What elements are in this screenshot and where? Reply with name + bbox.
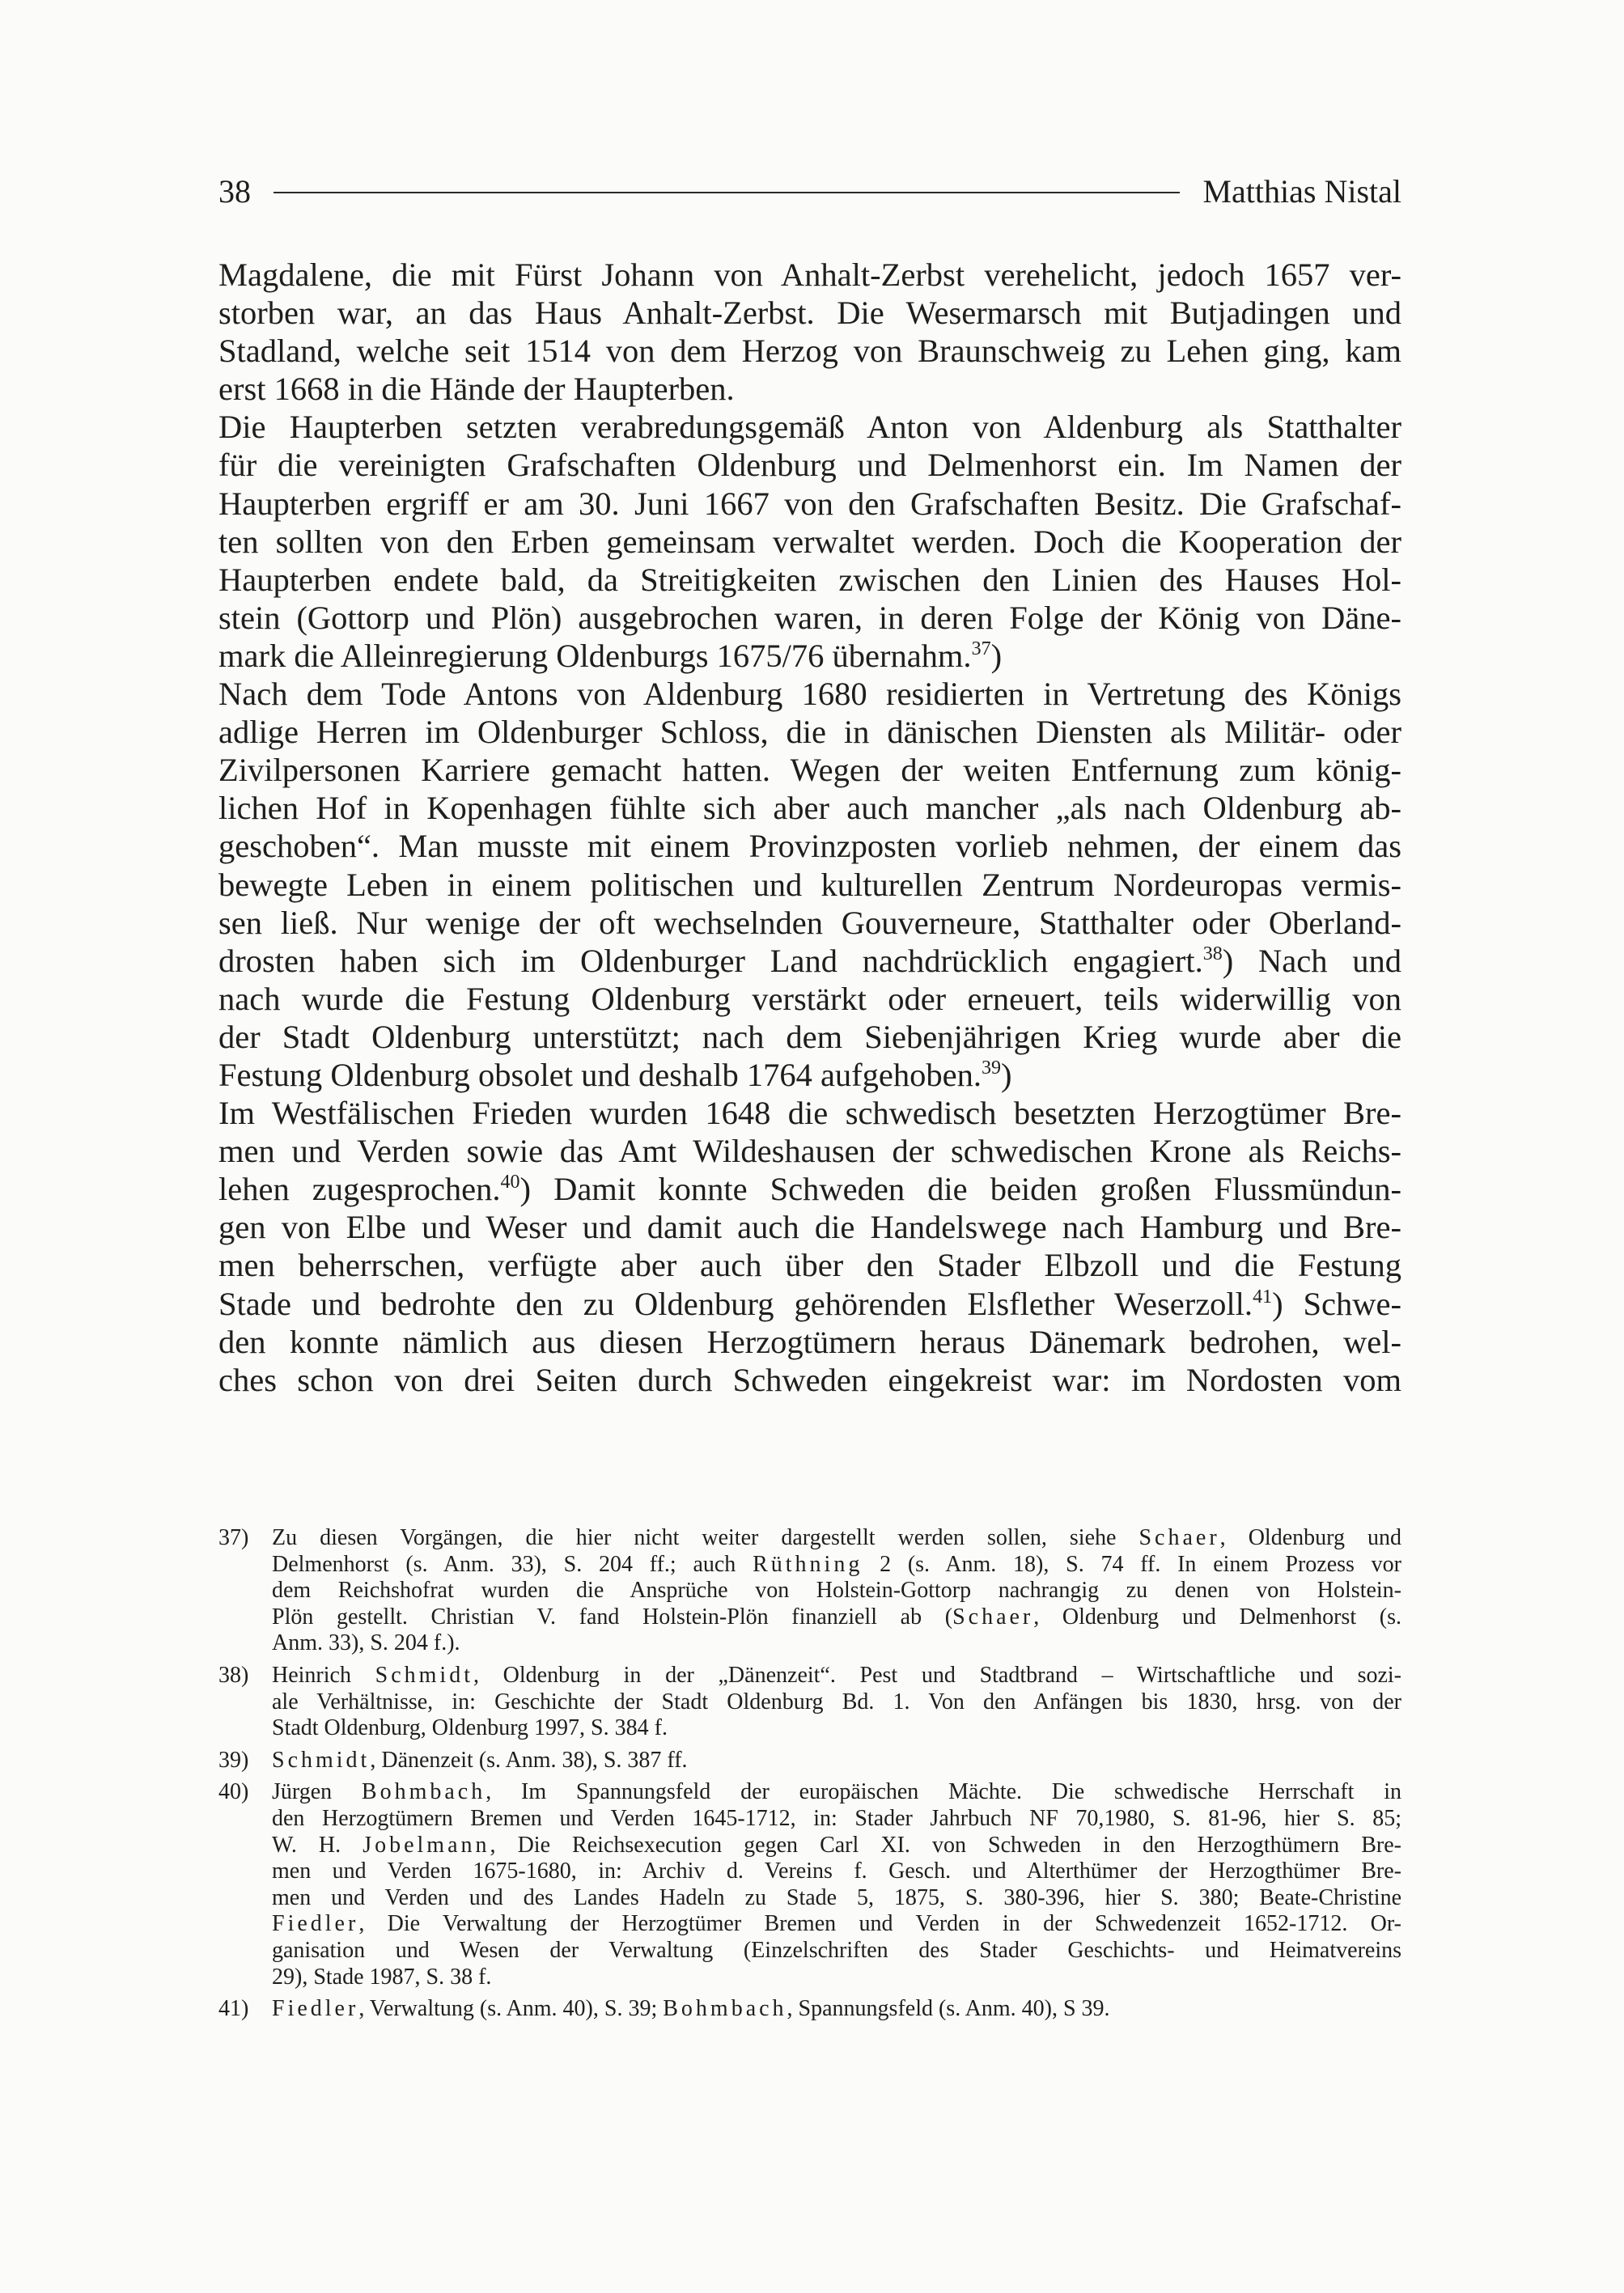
cited-author: Schmidt [272,1747,371,1773]
text-segment: Die Haupterben setzten verabredungsgemäß Anton von Aldenburg als Statthalter [218,409,1401,446]
text-line [218,294,1401,332]
text-segment: storben war, an das Haus Anhalt-Zerbst. Die Wesermarsch mit Butjadingen und [218,295,1401,332]
footnote-line [272,1806,1401,1833]
text-segment: ches schon von drei Seiten durch Schweden eingekreist war: im Nordosten vom [218,1361,1401,1398]
text-segment: lichen Hof in Kopenhagen fühlte sich aber auch mancher „als nach Oldenburg ab- [218,790,1401,827]
cited-author: Bohmbach [361,1779,486,1805]
text-segment: Stadland, welche seit 1514 von dem Herzog von Braunschweig zu Lehen ging, kam [218,333,1401,370]
cited-author: Jobelmann [363,1832,490,1858]
text-line [218,1170,1401,1208]
footnote [218,1996,1401,2023]
footnote [218,1663,1401,1742]
page-number: 38 [218,172,251,210]
text-segment: Delmenhorst (s. Anm. 33), S. 204 ff.; auch [272,1551,753,1577]
cited-author: Schaer [1138,1525,1220,1550]
text-segment: , Dänenzeit (s. Anm. 38), S. 387 ff. [370,1747,688,1773]
text-segment: men und Verden sowie das Amt Wildeshausen der schwedischen Krone als Reichs- [218,1133,1401,1170]
main-text [218,256,1401,1399]
footnote-line [272,1604,1401,1631]
text-segment: ) Schwe- [1272,1285,1401,1322]
text-line [218,1018,1401,1056]
text-segment: Heinrich [272,1662,375,1688]
text-line [218,561,1401,599]
text-segment: geschoben“. Man musste mit einem Provinzposten vorlieb nehmen, der einem das [218,828,1401,865]
footnote-line [272,1911,1401,1938]
text-segment: stein (Gottorp und Plön) ausgebrochen waren, in deren Folge der König von Däne- [218,599,1401,636]
text-line [218,675,1401,713]
footnote [218,1525,1401,1657]
text-segment: den konnte nämlich aus diesen Herzogtümern heraus Dänemark bedrohen, wel- [218,1323,1401,1360]
text-segment: ) Nach und [1222,942,1401,979]
text-line [218,827,1401,865]
footnote-line [272,1885,1401,1912]
text-segment: erst 1668 in die Hände der Haupterben. [218,371,735,408]
text-segment: ganisation und Wesen der Verwaltung (Einzelschriften des Stader Geschichts- und Heimatvereins [272,1937,1401,1963]
running-head-author: Matthias Nistal [1202,172,1401,210]
text-segment: Magdalene, die mit Fürst Johann von Anhalt-Zerbst verehelicht, jedoch 1657 ver- [218,256,1401,293]
text-segment: Zu diesen Vorgängen, die hier nicht weiter dargestellt werden sollen, siehe [272,1525,1139,1550]
text-line [218,1285,1401,1323]
running-header [218,167,1401,215]
footnote-marker: 37 [971,638,991,659]
footnote [218,1779,1401,1990]
footnotes [218,1525,1401,2028]
footnote-line [272,1663,1401,1689]
text-segment: , Im Spannungsfeld der europäischen Mächte. Die schwedische Herrschaft in [486,1779,1401,1805]
text-segment: nach wurde die Festung Oldenburg verstärkt oder erneuert, teils widerwillig von [218,980,1401,1017]
footnote-text [272,1779,1401,1990]
text-line [218,1361,1401,1399]
text-segment: , Oldenburg in der „Dänenzeit“. Pest und Stadtbrand – Wirtschaftliche und sozi- [473,1662,1401,1688]
text-segment: men und Verden 1675-1680, in: Archiv d. Vereins f. Gesch. und Alterthümer der Herzogthümer Bre- [272,1859,1401,1884]
text-segment: W. H. [272,1832,363,1858]
text-line [218,332,1401,370]
text-segment: men beherrschen, verfügte aber auch über den Stader Elbzoll und die Festung [218,1247,1401,1284]
text-segment: men und Verden und des Landes Hadeln zu Stade 5, 1875, S. 380-396, hier S. 380; Beate-Christine [272,1884,1401,1910]
text-segment: 2 (s. Anm. 18), S. 74 ff. In einem Prozess vor [863,1551,1402,1577]
footnote-marker: 39 [982,1057,1001,1079]
text-line [218,1094,1401,1132]
text-segment: Haupterben endete bald, da Streitigkeiten zwischen den Linien des Hauses Hol- [218,561,1401,598]
text-segment: Anm. 33), S. 204 f.). [272,1630,460,1656]
footnote-line [272,1833,1401,1859]
text-segment: , Oldenburg und [1219,1525,1401,1550]
text-segment: ) [1001,1056,1012,1093]
footnote [218,1748,1401,1774]
text-segment: , Die Verwaltung der Herzogtümer Bremen und Verden in der Schwedenzeit 1652-1712. Or- [358,1911,1401,1937]
text-line [218,866,1401,904]
text-segment: bewegte Leben in einem politischen und kulturellen Zentrum Nordeuropas vermis- [218,866,1401,903]
text-segment: ten sollten von den Erben gemeinsam verwaltet werden. Doch die Kooperation der [218,523,1401,560]
text-line [218,980,1401,1018]
text-segment: Stadt Oldenburg, Oldenburg 1997, S. 384 f. [272,1715,668,1741]
text-line [218,599,1401,637]
footnote-number: 40) [218,1779,249,1805]
text-line [218,1132,1401,1170]
text-segment: Festung Oldenburg obsolet und deshalb 1764 aufgehoben. [218,1056,982,1093]
footnote-number: 39) [218,1747,249,1773]
cited-author: Schaer [952,1604,1034,1630]
text-line [218,1246,1401,1284]
footnote-line [272,1748,1401,1774]
footnote-line [272,1525,1401,1552]
header-rule [273,192,1180,193]
text-line [218,637,1401,675]
footnote-number: 37) [218,1525,249,1550]
footnote-line [272,1938,1401,1965]
text-segment: Plön gestellt. Christian V. fand Holstein-Plön finanziell ab ( [272,1604,953,1630]
text-line [218,789,1401,827]
text-segment: gen von Elbe und Weser und damit auch die Handelswege nach Hamburg und Bre- [218,1209,1401,1246]
cited-author: Fiedler [272,1996,359,2022]
footnote-line [272,1859,1401,1885]
cited-author: Schmidt [375,1662,473,1688]
footnote-line [272,1779,1401,1806]
text-line [218,446,1401,484]
footnote-text [272,1996,1401,2023]
text-segment: Nach dem Tode Antons von Aldenburg 1680 residierten in Vertretung des Königs [218,676,1401,713]
text-line [218,370,1401,408]
footnote-number: 41) [218,1996,249,2022]
text-segment: ) Damit konnte Schweden die beiden großen Flussmündun- [519,1171,1402,1208]
text-segment: , Verwaltung (s. Anm. 40), S. 39; [358,1996,664,2022]
text-segment: Zivilpersonen Karriere gemacht hatten. Wegen der weiten Entfernung zum könig- [218,752,1401,789]
text-line [218,523,1401,561]
cited-author: Rüthning [753,1551,863,1577]
footnote-marker: 38 [1202,943,1223,964]
text-line [218,751,1401,789]
text-segment: Haupterben ergriff er am 30. Juni 1667 von den Grafschaften Besitz. Die Grafschaf- [218,485,1401,522]
text-line [218,485,1401,523]
footnote-line [272,1715,1401,1742]
footnote-line [272,1965,1401,1991]
text-segment: , Spannungsfeld (s. Anm. 40), S 39. [787,1996,1110,2022]
cited-author: Fiedler [272,1911,359,1937]
footnote-text [272,1748,1401,1774]
text-segment: Im Westfälischen Frieden wurden 1648 die schwedisch besetzten Herzogtümer Bre- [218,1095,1401,1132]
text-line [218,408,1401,446]
text-segment: ale Verhältnisse, in: Geschichte der Stadt Oldenburg Bd. 1. Von den Anfängen bis 1830, hrsg. von der [272,1689,1401,1714]
footnote-line [272,1689,1401,1716]
footnote-line [272,1578,1401,1604]
text-segment: , Die Reichsexecution gegen Carl XI. von Schweden in den Herzogthümern Bre- [490,1832,1401,1858]
text-segment: dem Reichshofrat wurden die Ansprüche von Holstein-Gottorp nachrangig zu denen von Holstein- [272,1578,1401,1604]
footnote-line [272,1630,1401,1657]
text-segment: ) [990,637,1003,674]
footnote-line [272,1996,1401,2023]
text-line [218,1056,1401,1094]
footnote-text [272,1525,1401,1657]
text-line [218,904,1401,942]
text-segment: Jürgen [272,1779,362,1805]
text-segment: mark die Alleinregierung Oldenburgs 1675/76 übernahm. [218,637,972,674]
text-line [218,256,1401,294]
text-segment: Stade und bedrohte den zu Oldenburg gehörenden Elsflether Weserzoll. [218,1285,1253,1322]
footnote-number: 38) [218,1662,249,1688]
text-line [218,1323,1401,1361]
text-segment: sen ließ. Nur wenige der oft wechselnden Gouverneure, Statthalter oder Oberland- [218,904,1401,941]
footnote-marker: 40 [500,1172,520,1193]
text-segment: lehen zugesprochen. [218,1171,501,1208]
text-line [218,942,1401,980]
footnote-marker: 41 [1253,1286,1273,1308]
footnote-text [272,1663,1401,1742]
text-line [218,1208,1401,1246]
text-segment: drosten haben sich im Oldenburger Land nachdrücklich engagiert. [218,942,1203,979]
text-line [218,713,1401,751]
text-segment: der Stadt Oldenburg unterstützt; nach dem Siebenjährigen Krieg wurde aber die [218,1018,1401,1055]
cited-author: Bohmbach [663,1996,787,2022]
text-segment: 29), Stade 1987, S. 38 f. [272,1964,492,1990]
text-segment: für die vereinigten Grafschaften Oldenburg und Delmenhorst ein. Im Namen der [218,447,1401,484]
text-segment: adlige Herren im Oldenburger Schloss, die in dänischen Diensten als Militär- oder [218,714,1401,751]
footnote-line [272,1552,1401,1579]
text-segment: , Oldenburg und Delmenhorst (s. [1033,1604,1401,1630]
text-segment: den Herzogtümern Bremen und Verden 1645-1712, in: Stader Jahrbuch NF 70,1980, S. 81-96, hier S. 85; [272,1805,1401,1831]
